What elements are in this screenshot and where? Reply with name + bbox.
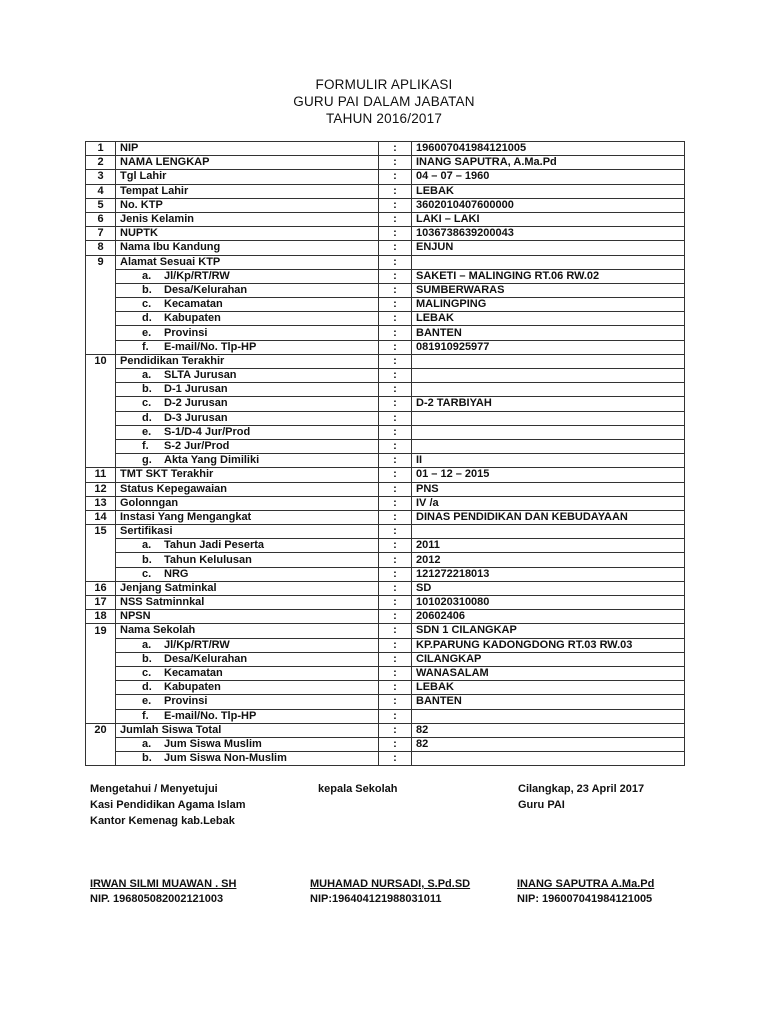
- sub-item-letter: e.: [142, 326, 152, 339]
- form-row: [86, 510, 685, 524]
- field-label: Jenis Kelamin: [116, 212, 379, 226]
- sub-item-letter: g.: [142, 454, 152, 467]
- colon-separator: :: [379, 156, 412, 170]
- row-number: [86, 681, 116, 695]
- field-label: [116, 411, 379, 425]
- form-subtitle: GURU PAI DALAM JABATAN: [293, 94, 475, 109]
- colon-separator: :: [379, 496, 412, 510]
- field-value: [412, 255, 685, 269]
- form-row: [86, 411, 685, 425]
- field-label: [116, 326, 379, 340]
- field-value: [412, 411, 685, 425]
- colon-separator: :: [379, 567, 412, 581]
- sub-item-letter: c.: [142, 397, 152, 410]
- sub-item-letter: f.: [142, 340, 149, 353]
- field-value: [412, 383, 685, 397]
- colon-separator: :: [379, 340, 412, 354]
- colon-separator: :: [379, 652, 412, 666]
- field-label: [116, 539, 379, 553]
- sub-item-label: Provinsi: [164, 326, 208, 339]
- field-value: 101020310080: [412, 596, 685, 610]
- form-row: [86, 723, 685, 737]
- field-label: [116, 666, 379, 680]
- field-label: No. KTP: [116, 198, 379, 212]
- colon-separator: :: [379, 397, 412, 411]
- field-value: [412, 525, 685, 539]
- colon-separator: :: [379, 170, 412, 184]
- form-row: [86, 454, 685, 468]
- sub-item-letter: b.: [142, 752, 152, 765]
- row-number: [86, 652, 116, 666]
- field-value: INANG SAPUTRA, A.Ma.Pd: [412, 156, 685, 170]
- form-row: [86, 596, 685, 610]
- sub-item-letter: f.: [142, 440, 149, 453]
- form-title: FORMULIR APLIKASI: [315, 77, 453, 92]
- field-value: IV /a: [412, 496, 685, 510]
- colon-separator: :: [379, 283, 412, 297]
- field-label: NSS Satminnkal: [116, 596, 379, 610]
- field-value: BANTEN: [412, 695, 685, 709]
- form-row: [86, 255, 685, 269]
- middle-signer-nip: NIP:196404121988031011: [310, 893, 442, 905]
- form-row: [86, 539, 685, 553]
- colon-separator: :: [379, 439, 412, 453]
- colon-separator: :: [379, 666, 412, 680]
- field-label: Jenjang Satminkal: [116, 581, 379, 595]
- row-number: 4: [86, 184, 116, 198]
- field-label: [116, 283, 379, 297]
- form-row: [86, 652, 685, 666]
- colon-separator: :: [379, 198, 412, 212]
- form-row: [86, 142, 685, 156]
- field-label: [116, 397, 379, 411]
- sub-item-letter: a.: [142, 269, 152, 282]
- field-value: 081910925977: [412, 340, 685, 354]
- sub-item-label: E-mail/No. Tlp-HP: [164, 340, 257, 353]
- sub-item-label: Desa/Kelurahan: [164, 652, 248, 665]
- field-value: 2011: [412, 539, 685, 553]
- field-label: Alamat Sesuai KTP: [116, 255, 379, 269]
- row-number: [86, 567, 116, 581]
- row-number: [86, 383, 116, 397]
- row-number: 11: [86, 468, 116, 482]
- row-number: [86, 638, 116, 652]
- left-sign-line2: Kasi Pendidikan Agama Islam: [90, 799, 246, 811]
- field-label: [116, 709, 379, 723]
- sub-item-label: S-2 Jur/Prod: [164, 440, 230, 453]
- sub-item-label: Provinsi: [164, 695, 208, 708]
- field-value: 82: [412, 737, 685, 751]
- sub-item-letter: e.: [142, 695, 152, 708]
- right-sign-line2: Guru PAI: [518, 799, 565, 811]
- field-value: LEBAK: [412, 312, 685, 326]
- form-row: [86, 170, 685, 184]
- form-row: [86, 439, 685, 453]
- form-row: [86, 525, 685, 539]
- field-value: 121272218013: [412, 567, 685, 581]
- left-sign-line3: Kantor Kemenag kab.Lebak: [90, 815, 235, 827]
- row-number: [86, 695, 116, 709]
- row-number: 7: [86, 227, 116, 241]
- sub-item-letter: a.: [142, 737, 152, 750]
- field-label: [116, 553, 379, 567]
- field-label: [116, 312, 379, 326]
- colon-separator: :: [379, 553, 412, 567]
- field-value: LEBAK: [412, 681, 685, 695]
- row-number: [86, 283, 116, 297]
- field-value: [412, 369, 685, 383]
- colon-separator: :: [379, 269, 412, 283]
- colon-separator: :: [379, 383, 412, 397]
- field-label: Golonngan: [116, 496, 379, 510]
- colon-separator: :: [379, 326, 412, 340]
- sub-item-letter: b.: [142, 383, 152, 396]
- row-number: [86, 709, 116, 723]
- form-row: [86, 283, 685, 297]
- colon-separator: :: [379, 184, 412, 198]
- form-row: [86, 468, 685, 482]
- field-label: NUPTK: [116, 227, 379, 241]
- row-number: [86, 666, 116, 680]
- colon-separator: :: [379, 454, 412, 468]
- colon-separator: :: [379, 525, 412, 539]
- field-value: LEBAK: [412, 184, 685, 198]
- form-row: [86, 610, 685, 624]
- field-label: [116, 383, 379, 397]
- field-label: [116, 567, 379, 581]
- field-label: [116, 298, 379, 312]
- field-value: DINAS PENDIDIKAN DAN KEBUDAYAAN: [412, 510, 685, 524]
- form-row: [86, 369, 685, 383]
- sub-item-label: Jum Siswa Non-Muslim: [164, 752, 287, 765]
- colon-separator: :: [379, 227, 412, 241]
- field-label: [116, 638, 379, 652]
- left-signer-nip: NIP. 196805082002121003: [90, 893, 224, 905]
- field-value: SUMBERWARAS: [412, 283, 685, 297]
- field-label: [116, 652, 379, 666]
- row-number: 17: [86, 596, 116, 610]
- form-row: [86, 624, 685, 638]
- field-label: NPSN: [116, 610, 379, 624]
- field-label: [116, 695, 379, 709]
- colon-separator: :: [379, 468, 412, 482]
- sub-item-label: Akta Yang Dimiliki: [164, 454, 260, 467]
- colon-separator: :: [379, 737, 412, 751]
- row-number: [86, 737, 116, 751]
- colon-separator: :: [379, 709, 412, 723]
- right-signer-nip: NIP: 196007041984121005: [517, 893, 653, 905]
- field-value: MALINGPING: [412, 298, 685, 312]
- row-number: 9: [86, 255, 116, 269]
- form-year: TAHUN 2016/2017: [325, 111, 443, 126]
- field-value: 01 – 12 – 2015: [412, 468, 685, 482]
- field-label: TMT SKT Terakhir: [116, 468, 379, 482]
- sub-item-label: Kecamatan: [164, 667, 223, 680]
- form-row: [86, 354, 685, 368]
- form-row: [86, 553, 685, 567]
- form-row: [86, 709, 685, 723]
- sub-item-label: E-mail/No. Tlp-HP: [164, 709, 257, 722]
- form-row: [86, 269, 685, 283]
- colon-separator: :: [379, 723, 412, 737]
- row-number: 19: [86, 624, 116, 638]
- left-signer-name: IRWAN SILMI MUAWAN . SH: [90, 878, 237, 890]
- row-number: [86, 340, 116, 354]
- row-number: 14: [86, 510, 116, 524]
- row-number: 15: [86, 525, 116, 539]
- field-value: CILANGKAP: [412, 652, 685, 666]
- field-label: NIP: [116, 142, 379, 156]
- field-label: [116, 439, 379, 453]
- row-number: 8: [86, 241, 116, 255]
- sub-item-letter: b.: [142, 553, 152, 566]
- field-label: [116, 340, 379, 354]
- field-label: Status Kepegawaian: [116, 482, 379, 496]
- field-label: [116, 752, 379, 766]
- row-number: [86, 553, 116, 567]
- field-value: SAKETI – MALINGING RT.06 RW.02: [412, 269, 685, 283]
- sub-item-label: D-3 Jurusan: [164, 411, 228, 424]
- row-number: 6: [86, 212, 116, 226]
- field-value: ENJUN: [412, 241, 685, 255]
- sub-item-label: Jl/Kp/RT/RW: [164, 638, 230, 651]
- field-value: [412, 425, 685, 439]
- field-value: 1036738639200043: [412, 227, 685, 241]
- form-row: [86, 496, 685, 510]
- sub-item-letter: a.: [142, 369, 152, 382]
- sub-item-label: SLTA Jurusan: [164, 369, 237, 382]
- form-row: [86, 156, 685, 170]
- form-row: [86, 581, 685, 595]
- field-value: BANTEN: [412, 326, 685, 340]
- form-row: [86, 298, 685, 312]
- colon-separator: :: [379, 482, 412, 496]
- form-row: [86, 567, 685, 581]
- colon-separator: :: [379, 142, 412, 156]
- form-row: [86, 184, 685, 198]
- row-number: 2: [86, 156, 116, 170]
- field-label: NAMA LENGKAP: [116, 156, 379, 170]
- colon-separator: :: [379, 298, 412, 312]
- colon-separator: :: [379, 539, 412, 553]
- field-label: Nama Sekolah: [116, 624, 379, 638]
- sub-item-label: Jl/Kp/RT/RW: [164, 269, 230, 282]
- middle-sign-line1: kepala Sekolah: [318, 783, 398, 795]
- colon-separator: :: [379, 212, 412, 226]
- sub-item-letter: c.: [142, 298, 152, 311]
- colon-separator: :: [379, 610, 412, 624]
- sub-item-label: Desa/Kelurahan: [164, 283, 248, 296]
- colon-separator: :: [379, 624, 412, 638]
- colon-separator: :: [379, 425, 412, 439]
- field-value: [412, 354, 685, 368]
- sub-item-label: Tahun Kelulusan: [164, 553, 252, 566]
- row-number: 20: [86, 723, 116, 737]
- field-value: [412, 752, 685, 766]
- row-number: [86, 369, 116, 383]
- row-number: [86, 539, 116, 553]
- field-label: Tgl Lahir: [116, 170, 379, 184]
- colon-separator: :: [379, 695, 412, 709]
- sub-item-label: Kabupaten: [164, 681, 221, 694]
- form-row: [86, 312, 685, 326]
- sub-item-letter: d.: [142, 681, 152, 694]
- left-sign-line1: Mengetahui / Menyetujui: [90, 783, 218, 795]
- form-row: [86, 666, 685, 680]
- form-row: [86, 227, 685, 241]
- form-row: [86, 397, 685, 411]
- row-number: [86, 425, 116, 439]
- field-value: [412, 439, 685, 453]
- sub-item-letter: d.: [142, 411, 152, 424]
- field-label: Jumlah Siswa Total: [116, 723, 379, 737]
- form-row: [86, 737, 685, 751]
- colon-separator: :: [379, 369, 412, 383]
- field-value: 196007041984121005: [412, 142, 685, 156]
- form-row: [86, 340, 685, 354]
- sub-item-label: Tahun Jadi Peserta: [164, 539, 265, 552]
- form-row: [86, 241, 685, 255]
- field-value: 82: [412, 723, 685, 737]
- middle-signer-name: MUHAMAD NURSADI, S.Pd.SD: [310, 878, 471, 890]
- row-number: [86, 298, 116, 312]
- field-value: II: [412, 454, 685, 468]
- sub-item-letter: c.: [142, 667, 152, 680]
- colon-separator: :: [379, 255, 412, 269]
- sub-item-letter: a.: [142, 638, 152, 651]
- sub-item-letter: e.: [142, 425, 152, 438]
- form-row: [86, 695, 685, 709]
- right-sign-line1: Cilangkap, 23 April 2017: [518, 783, 645, 795]
- row-number: 3: [86, 170, 116, 184]
- form-row: [86, 638, 685, 652]
- field-label: [116, 681, 379, 695]
- field-value: [412, 709, 685, 723]
- row-number: 16: [86, 581, 116, 595]
- sub-item-label: D-1 Jurusan: [164, 383, 228, 396]
- field-value: 2012: [412, 553, 685, 567]
- field-value: D-2 TARBIYAH: [412, 397, 685, 411]
- form-row: [86, 383, 685, 397]
- application-form-table: [85, 141, 685, 766]
- field-value: PNS: [412, 482, 685, 496]
- sub-item-label: S-1/D-4 Jur/Prod: [164, 425, 251, 438]
- row-number: [86, 411, 116, 425]
- field-label: [116, 454, 379, 468]
- colon-separator: :: [379, 312, 412, 326]
- row-number: 1: [86, 142, 116, 156]
- colon-separator: :: [379, 638, 412, 652]
- field-value: 04 – 07 – 1960: [412, 170, 685, 184]
- row-number: [86, 752, 116, 766]
- form-row: [86, 212, 685, 226]
- sub-item-label: NRG: [164, 567, 189, 580]
- row-number: [86, 269, 116, 283]
- field-value: SD: [412, 581, 685, 595]
- row-number: 12: [86, 482, 116, 496]
- row-number: 10: [86, 354, 116, 368]
- field-value: KP.PARUNG KADONGDONG RT.03 RW.03: [412, 638, 685, 652]
- sub-item-letter: d.: [142, 312, 152, 325]
- field-label: Nama Ibu Kandung: [116, 241, 379, 255]
- field-label: [116, 425, 379, 439]
- field-value: 3602010407600000: [412, 198, 685, 212]
- form-row: [86, 198, 685, 212]
- form-row: [86, 326, 685, 340]
- field-label: [116, 269, 379, 283]
- colon-separator: :: [379, 354, 412, 368]
- field-label: [116, 737, 379, 751]
- row-number: [86, 312, 116, 326]
- sub-item-letter: c.: [142, 567, 152, 580]
- row-number: [86, 397, 116, 411]
- right-signer-name: INANG SAPUTRA A.Ma.Pd: [517, 878, 655, 890]
- colon-separator: :: [379, 596, 412, 610]
- sub-item-letter: b.: [142, 652, 152, 665]
- field-label: Pendidikan Terakhir: [116, 354, 379, 368]
- row-number: 18: [86, 610, 116, 624]
- colon-separator: :: [379, 681, 412, 695]
- sub-item-letter: a.: [142, 539, 152, 552]
- form-row: [86, 425, 685, 439]
- colon-separator: :: [379, 581, 412, 595]
- row-number: [86, 439, 116, 453]
- field-label: Sertifikasi: [116, 525, 379, 539]
- field-label: [116, 369, 379, 383]
- field-label: Instasi Yang Mengangkat: [116, 510, 379, 524]
- row-number: 5: [86, 198, 116, 212]
- field-value: WANASALAM: [412, 666, 685, 680]
- sub-item-label: D-2 Jurusan: [164, 397, 228, 410]
- sub-item-letter: f.: [142, 709, 149, 722]
- sub-item-label: Kabupaten: [164, 312, 221, 325]
- row-number: 13: [86, 496, 116, 510]
- row-number: [86, 454, 116, 468]
- form-row: [86, 752, 685, 766]
- colon-separator: :: [379, 411, 412, 425]
- sub-item-letter: b.: [142, 283, 152, 296]
- colon-separator: :: [379, 510, 412, 524]
- field-value: SDN 1 CILANGKAP: [412, 624, 685, 638]
- form-row: [86, 482, 685, 496]
- field-value: 20602406: [412, 610, 685, 624]
- sub-item-label: Jum Siswa Muslim: [164, 737, 262, 750]
- row-number: [86, 326, 116, 340]
- sub-item-label: Kecamatan: [164, 298, 223, 311]
- form-row: [86, 681, 685, 695]
- colon-separator: :: [379, 241, 412, 255]
- field-label: Tempat Lahir: [116, 184, 379, 198]
- colon-separator: :: [379, 752, 412, 766]
- field-value: LAKI – LAKI: [412, 212, 685, 226]
